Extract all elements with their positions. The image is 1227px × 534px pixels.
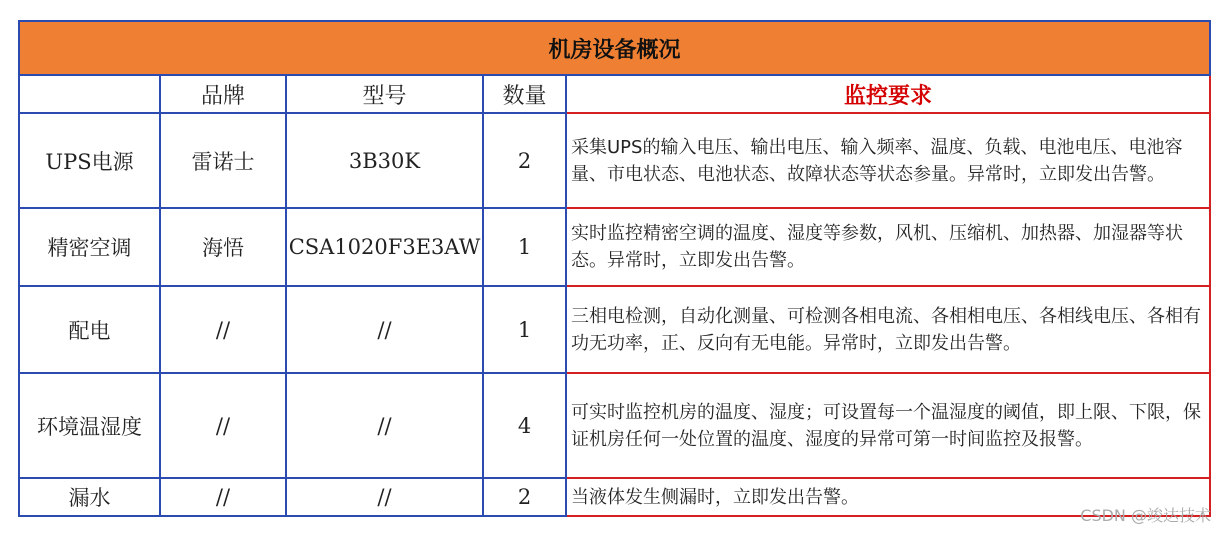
device-requirement: 采集UPS的输入电压、输出电压、输入频率、温度、负载、电池电压、电池容量、市电状态、电池状态、故障状态等状态参量。异常时，立即发出告警。 (566, 113, 1210, 208)
device-quantity: 2 (483, 113, 566, 208)
device-brand: // (160, 373, 286, 478)
header-brand: 品牌 (160, 75, 286, 113)
device-name: 漏水 (19, 478, 160, 516)
device-name: UPS电源 (19, 113, 160, 208)
device-requirement: 三相电检测，自动化测量、可检测各相电流、各相相电压、各相线电压、各相有功无功率，正、反向有无电能。异常时，立即发出告警。 (566, 286, 1210, 373)
table-row (19, 113, 1210, 208)
header-model: 型号 (286, 75, 483, 113)
header-quantity: 数量 (483, 75, 566, 113)
device-name: 配电 (19, 286, 160, 373)
device-brand: // (160, 478, 286, 516)
watermark: CSDN @竣达技术 (1080, 506, 1211, 525)
device-model: // (286, 478, 483, 516)
table-row (19, 286, 1210, 373)
equipment-table-wrapper (18, 20, 1211, 517)
device-quantity: 1 (483, 208, 566, 286)
device-requirement: 实时监控精密空调的温度、湿度等参数，风机、压缩机、加热器、加湿器等状态。异常时，立即发出告警。 (566, 208, 1210, 286)
device-name: 精密空调 (19, 208, 160, 286)
device-quantity: 1 (483, 286, 566, 373)
header-empty (19, 75, 160, 113)
table-row (19, 208, 1210, 286)
device-model: // (286, 373, 483, 478)
device-brand: 海悟 (160, 208, 286, 286)
device-model: 3B30K (286, 113, 483, 208)
table-title: 机房设备概况 (19, 21, 1210, 75)
device-model: // (286, 286, 483, 373)
device-requirement: 可实时监控机房的温度、湿度；可设置每一个温湿度的阈值，即上限、下限，保证机房任何一处位置的温度、湿度的异常可第一时间监控及报警。 (566, 373, 1210, 478)
table-row (19, 373, 1210, 478)
device-quantity: 4 (483, 373, 566, 478)
equipment-table (18, 20, 1211, 517)
device-model: CSA1020F3E3AW (286, 208, 483, 286)
device-brand: 雷诺士 (160, 113, 286, 208)
device-brand: // (160, 286, 286, 373)
device-quantity: 2 (483, 478, 566, 516)
table-row (19, 478, 1210, 516)
device-name: 环境温湿度 (19, 373, 160, 478)
device-requirement: 当液体发生侧漏时，立即发出告警。 (566, 478, 1210, 516)
header-monitoring-requirements: 监控要求 (566, 75, 1210, 113)
